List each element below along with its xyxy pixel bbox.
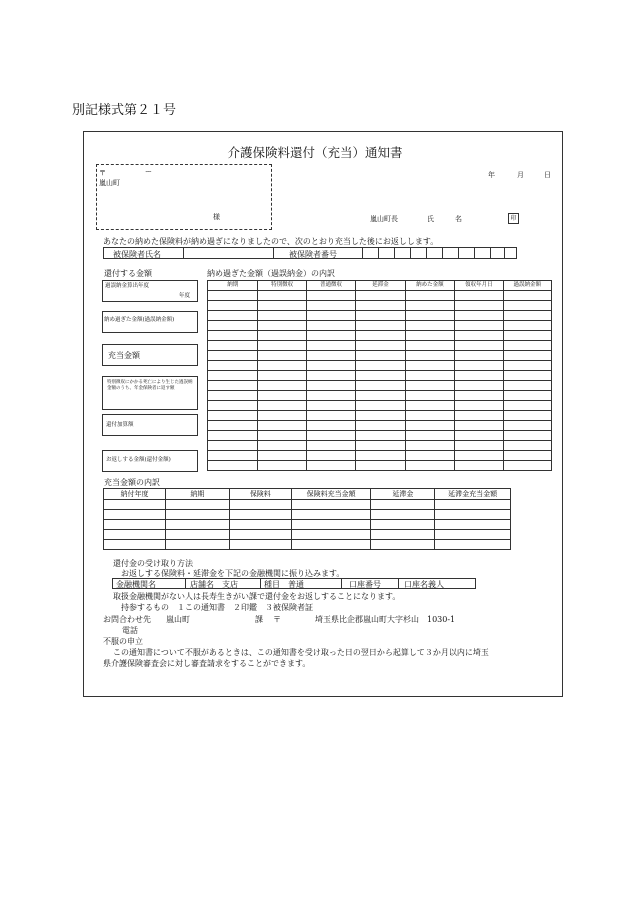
table-cell: [356, 311, 405, 321]
table-cell: [356, 441, 405, 451]
table-row: [208, 311, 552, 321]
breakdown-heading: 納め過ぎた金額（過誤納金）の内訳: [207, 269, 335, 278]
table-cell: [306, 381, 355, 391]
table-cell: [455, 351, 503, 361]
table-cell: [503, 341, 551, 351]
table-cell: [258, 421, 306, 431]
table-cell: [435, 540, 511, 550]
insured-name-label: 被保険者氏名: [113, 250, 161, 259]
table-cell: [258, 441, 306, 451]
table-cell: [405, 451, 454, 461]
postal-mark: 〒: [99, 169, 106, 177]
contact-label: お問合わせ先: [103, 615, 151, 624]
table-cell: [306, 371, 355, 381]
table-cell: [208, 391, 258, 401]
honorific: 様: [213, 213, 220, 221]
table-row: [208, 381, 552, 391]
table-cell: [104, 540, 166, 550]
calc-year-label: 過誤納金算出年度: [105, 283, 150, 289]
table-cell: [455, 291, 503, 301]
breakdown-col: 過誤納金額: [503, 281, 551, 291]
table-cell: [503, 381, 551, 391]
table-row: [208, 451, 552, 461]
overpaid-box: [102, 311, 198, 333]
table-cell: [405, 301, 454, 311]
table-cell: [208, 461, 258, 471]
contact-town: 嵐山町: [166, 615, 190, 624]
table-cell: [356, 381, 405, 391]
table-cell: [258, 391, 306, 401]
table-cell: [371, 530, 435, 540]
table-cell: [455, 391, 503, 401]
table-cell: [291, 510, 371, 520]
table-cell: [208, 321, 258, 331]
table-cell: [229, 520, 291, 530]
table-cell: [208, 451, 258, 461]
breakdown-col: 延滞金: [356, 281, 405, 291]
table-cell: [455, 441, 503, 451]
table-cell: [435, 510, 511, 520]
table-cell: [405, 331, 454, 341]
table-cell: [258, 401, 306, 411]
contact-ka: 課: [255, 615, 263, 624]
table-cell: [306, 431, 355, 441]
applied-body: [104, 500, 511, 550]
table-cell: [306, 461, 355, 471]
table-cell: [306, 451, 355, 461]
table-cell: [356, 421, 405, 431]
table-cell: [503, 301, 551, 311]
table-cell: [165, 510, 229, 520]
table-cell: [503, 321, 551, 331]
appeal-text-line2: 県介護保険審査会に対し審査請求をすることができます。: [103, 659, 311, 668]
calc-year-box: [102, 280, 198, 302]
table-cell: [258, 341, 306, 351]
table-cell: [405, 381, 454, 391]
table-cell: [503, 461, 551, 471]
table-cell: [104, 510, 166, 520]
overpaid-label: 納め過ぎた金額(過誤納金額): [104, 317, 175, 323]
table-cell: [306, 401, 355, 411]
table-cell: [258, 451, 306, 461]
breakdown-col: 納期: [208, 281, 258, 291]
breakdown-col: 領収年月日: [455, 281, 503, 291]
table-cell: [208, 381, 258, 391]
table-cell: [258, 291, 306, 301]
table-cell: [435, 530, 511, 540]
table-cell: [455, 431, 503, 441]
return-label: お返しする金額(還付金額): [106, 457, 171, 463]
table-cell: [405, 291, 454, 301]
table-row: [208, 321, 552, 331]
table-cell: [306, 291, 355, 301]
table-cell: [503, 391, 551, 401]
table-row: [208, 431, 552, 441]
table-cell: [306, 321, 355, 331]
table-cell: [306, 411, 355, 421]
table-cell: [356, 291, 405, 301]
table-cell: [455, 311, 503, 321]
table-cell: [371, 510, 435, 520]
table-cell: [455, 451, 503, 461]
special-box: [102, 376, 198, 410]
table-cell: [455, 371, 503, 381]
table-cell: [503, 411, 551, 421]
table-cell: [208, 371, 258, 381]
table-cell: [455, 321, 503, 331]
table-cell: [306, 311, 355, 321]
table-cell: [208, 421, 258, 431]
table-cell: [356, 391, 405, 401]
table-cell: [258, 461, 306, 471]
issuer-shi: 氏: [427, 215, 434, 223]
table-cell: [371, 520, 435, 530]
table-cell: [503, 401, 551, 411]
table-cell: [291, 500, 371, 510]
applied-col: 保険料充当金額: [291, 489, 371, 500]
table-cell: [208, 331, 258, 341]
applied-col: 保険料: [229, 489, 291, 500]
table-row: [208, 401, 552, 411]
page-title: 介護保険料還付（充当）通知書: [227, 145, 403, 160]
table-cell: [229, 530, 291, 540]
table-cell: [356, 321, 405, 331]
table-cell: [405, 441, 454, 451]
table-cell: [208, 301, 258, 311]
table-cell: [405, 351, 454, 361]
appeal-text-line1: この通知書について不服があるときは、この通知書を受け取った日の翌日から起算して３か月以内に埼玉: [113, 648, 489, 657]
contact-postal: 〒: [273, 615, 281, 624]
applied-col: 延滞金: [371, 489, 435, 500]
applied-breakdown-heading: 充当金額の内訳: [104, 478, 160, 487]
breakdown-col: 納めた金額: [405, 281, 454, 291]
table-cell: [165, 540, 229, 550]
table-cell: [104, 520, 166, 530]
table-cell: [405, 371, 454, 381]
table-row: [104, 530, 511, 540]
table-cell: [503, 291, 551, 301]
table-cell: [258, 431, 306, 441]
table-row: [208, 391, 552, 401]
table-cell: [104, 500, 166, 510]
table-cell: [455, 401, 503, 411]
breakdown-col: 普通徴収: [306, 281, 355, 291]
date-month: 月: [517, 171, 524, 179]
bank-name-label: 金融機関名: [116, 580, 156, 589]
intro-text: あなたの納めた保険料が納め過ぎになりましたので、次のとおり充当した後にお返しします。: [103, 237, 439, 246]
table-cell: [371, 500, 435, 510]
table-cell: [208, 441, 258, 451]
table-cell: [208, 351, 258, 361]
table-cell: [229, 540, 291, 550]
table-cell: [291, 530, 371, 540]
table-cell: [503, 331, 551, 341]
account-number-label: 口座番号: [349, 580, 381, 589]
table-cell: [306, 341, 355, 351]
contact-phone: 電話: [122, 626, 138, 635]
table-row: [208, 341, 552, 351]
issuer-title: 嵐山町長: [370, 215, 398, 223]
table-cell: [435, 500, 511, 510]
table-cell: [503, 361, 551, 371]
table-cell: [356, 361, 405, 371]
table-cell: [503, 311, 551, 321]
table-row: [104, 500, 511, 510]
breakdown-body: [208, 291, 552, 471]
table-row: [208, 411, 552, 421]
table-row: [104, 540, 511, 550]
applied-col: 延滞金充当金額: [435, 489, 511, 500]
document-form-label: 別記様式第２１号: [72, 103, 177, 118]
no-bank-note: 取扱金融機関がない人は長寿生きがい課で還付金をお返しすることになります。: [113, 592, 401, 601]
address-box: [96, 164, 272, 230]
table-cell: [258, 351, 306, 361]
table-cell: [503, 421, 551, 431]
applied-box: [102, 344, 198, 366]
table-cell: [258, 321, 306, 331]
table-cell: [291, 520, 371, 530]
table-cell: [455, 331, 503, 341]
table-cell: [165, 530, 229, 540]
table-row: [208, 371, 552, 381]
account-holder-label: 口座名義人: [404, 580, 444, 589]
table-row: [208, 331, 552, 341]
receipt-method: 還付金の受け取り方法: [113, 559, 193, 568]
table-cell: [455, 361, 503, 371]
calc-year-unit: 年度: [179, 293, 191, 299]
branch-name-label: 店舗名 支店: [190, 580, 238, 589]
table-cell: [356, 371, 405, 381]
table-cell: [258, 331, 306, 341]
return-box: [102, 450, 198, 472]
table-cell: [258, 371, 306, 381]
table-cell: [306, 391, 355, 401]
table-row: [208, 291, 552, 301]
table-cell: [356, 351, 405, 361]
table-cell: [208, 341, 258, 351]
date-year: 年: [488, 171, 495, 179]
table-cell: [405, 431, 454, 441]
table-cell: [405, 421, 454, 431]
table-cell: [229, 510, 291, 520]
table-cell: [229, 500, 291, 510]
table-cell: [258, 361, 306, 371]
table-row: [104, 510, 511, 520]
table-cell: [503, 431, 551, 441]
table-row: [208, 351, 552, 361]
receipt-desc: お返しする保険料・延滞金を下記の金融機関に振り込みます。: [121, 569, 345, 578]
table-cell: [435, 520, 511, 530]
table-cell: [455, 411, 503, 421]
table-cell: [306, 441, 355, 451]
table-cell: [405, 361, 454, 371]
insured-number-label: 被保険者番号: [289, 250, 337, 259]
postal-dash: ー: [145, 168, 152, 176]
table-cell: [455, 301, 503, 311]
table-cell: [455, 381, 503, 391]
address-town: 嵐山町: [99, 179, 120, 187]
table-cell: [306, 351, 355, 361]
table-cell: [405, 411, 454, 421]
account-type-label: 種目 普通: [264, 580, 304, 589]
table-cell: [356, 401, 405, 411]
breakdown-col: 特別徴収: [258, 281, 306, 291]
refund-heading: 還付する金額: [104, 269, 152, 278]
table-cell: [306, 361, 355, 371]
table-cell: [371, 540, 435, 550]
table-row: [104, 520, 511, 530]
applied-col: 納期: [165, 489, 229, 500]
table-cell: [455, 461, 503, 471]
date-day: 日: [544, 171, 551, 179]
table-row: [208, 441, 552, 451]
table-cell: [405, 321, 454, 331]
table-cell: [208, 291, 258, 301]
bring-items: 持参するもの １この通知書 ２印鑑 ３被保険者証: [121, 603, 313, 612]
table-cell: [208, 411, 258, 421]
table-cell: [503, 371, 551, 381]
table-cell: [258, 411, 306, 421]
table-cell: [503, 451, 551, 461]
table-row: [208, 421, 552, 431]
table-cell: [258, 381, 306, 391]
applied-label: 充当金額: [108, 351, 140, 360]
table-cell: [455, 341, 503, 351]
table-cell: [258, 301, 306, 311]
table-cell: [356, 411, 405, 421]
table-cell: [356, 331, 405, 341]
table-cell: [405, 341, 454, 351]
table-cell: [306, 331, 355, 341]
appeal-heading: 不服の申立: [103, 637, 143, 646]
table-cell: [503, 351, 551, 361]
table-cell: [291, 540, 371, 550]
table-cell: [356, 341, 405, 351]
table-cell: [165, 500, 229, 510]
table-row: [208, 461, 552, 471]
table-cell: [405, 401, 454, 411]
table-cell: [455, 421, 503, 431]
table-cell: [405, 391, 454, 401]
table-cell: [356, 461, 405, 471]
table-cell: [356, 301, 405, 311]
table-cell: [405, 461, 454, 471]
issuer-mei: 名: [455, 215, 462, 223]
special-note: 特別徴収にかかる死亡により生じた過誤納金額のうち、年金保険者に返す額: [107, 380, 193, 391]
table-cell: [208, 401, 258, 411]
table-row: [208, 361, 552, 371]
applied-col: 納付年度: [104, 489, 166, 500]
table-cell: [208, 311, 258, 321]
table-cell: [356, 431, 405, 441]
seal-mark: 印: [508, 213, 519, 224]
contact-address: 埼玉県比企郡嵐山町大字杉山 1030-1: [315, 615, 456, 624]
table-cell: [356, 451, 405, 461]
table-cell: [306, 421, 355, 431]
breakdown-table: [207, 280, 552, 471]
added-interest-label: 還付加算額: [106, 422, 134, 428]
table-cell: [208, 431, 258, 441]
applied-breakdown-table: [103, 488, 511, 550]
table-cell: [503, 441, 551, 451]
table-cell: [104, 530, 166, 540]
table-cell: [165, 520, 229, 530]
table-cell: [306, 301, 355, 311]
added-interest-box: [102, 414, 198, 436]
table-cell: [208, 361, 258, 371]
table-cell: [258, 311, 306, 321]
table-row: [208, 301, 552, 311]
table-cell: [405, 311, 454, 321]
